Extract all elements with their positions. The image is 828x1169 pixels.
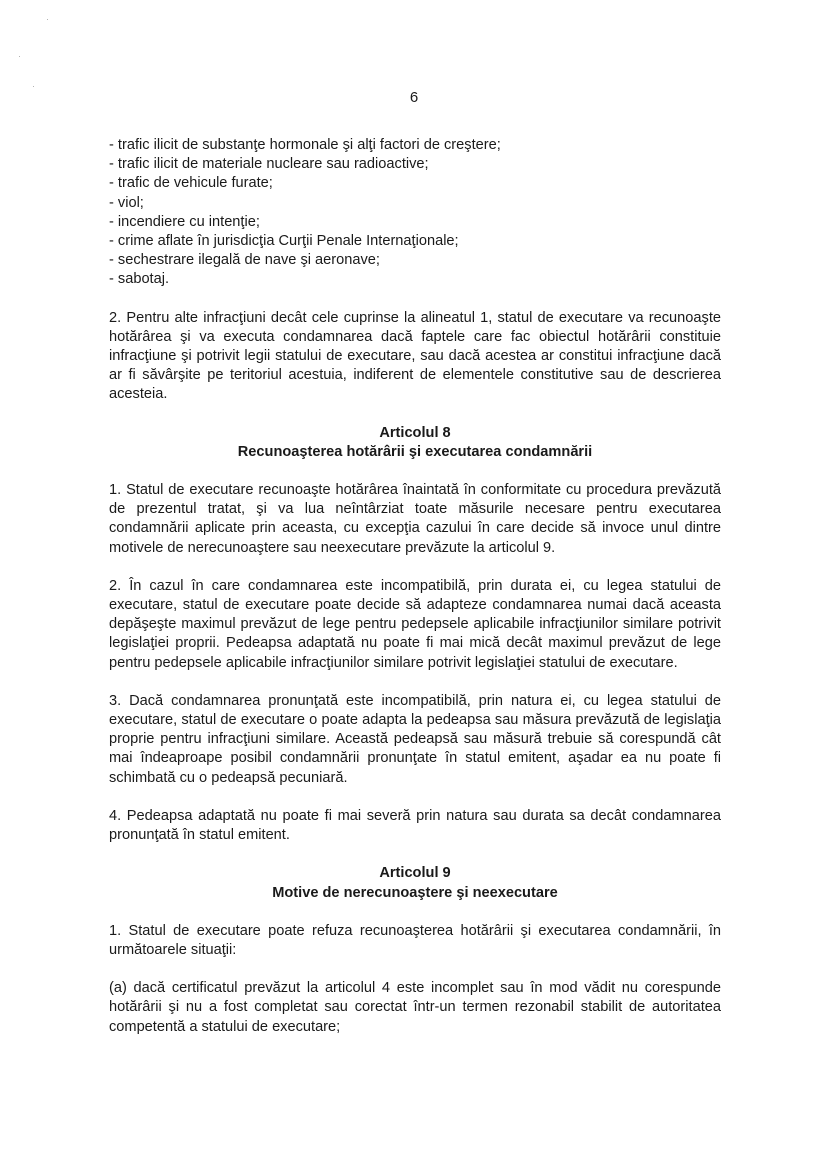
paragraph-art9-1a: (a) dacă certificatul prevăzut la articolul 4 este incomplet sau în mod vădit nu corespunde hotărârii şi nu a fost completat sau corectat într-un termen rezonabil stabilit de autoritatea competentă a statului de executare; [109,980,721,1035]
paragraph-art7-2: 2. Pentru alte infracţiuni decât cele cuprinse la alineatul 1, statul de executare va recunoaşte hotărârea şi va executa condamnarea dacă faptele care fac obiectul hotărârii constituie infracţiune şi potrivit legii statului de executare, sau dacă acestea ar constitui infracţiune dacă ar fi săvârşite pe teritoriul acestuia, indiferent de elementele constitutive sau de descrierea acesteia. [109,309,721,403]
scan-speck [19,56,20,57]
article-9-number: Articolul 9 [379,865,451,882]
paragraph-art8-1: 1. Statul de executare recunoaşte hotărârea înaintată în conformitate cu procedura prevăzută de prezentul tratat, şi va lua neîntârziat toate măsurile necesare pentru executarea condamnării aplicate prin aceasta, cu excepţia cazului în care decide să invoce unul dintre motivele de nerecunoaştere sau neexecutare prevăzute la articolul 9. [109,482,721,556]
scan-speck [47,19,48,20]
article-8-title: Recunoaşterea hotărârii şi executarea condamnării [237,443,593,460]
article-9-title: Motive de nerecunoaştere şi neexecutare [272,884,558,901]
paragraph-art8-3: 3. Dacă condamnarea pronunţată este incompatibilă, prin natura ei, cu legea statului de executare, statul de executare o poate adapta la pedeapsa sau măsura prevăzută de legislaţia proprie pentru infracţiuni similare. Această pedeapsă sau măsură trebuie să corespundă cât mai îndeaproape posibil condamnării pronunţate în statul emitent, aşadar ea nu poate fi schimbată cu o pedeapsă pecuniară. [109,692,721,786]
list-item: - sechestrare ilegală de nave şi aeronave; [109,252,380,269]
offence-list [109,136,721,290]
list-item: - trafic ilicit de materiale nucleare sau radioactive; [109,156,429,173]
list-item: - trafic ilicit de substanţe hormonale şi alţi factori de creştere; [109,137,501,153]
page-number: 6 [409,89,419,106]
list-item: - trafic de vehicule furate; [109,175,273,192]
paragraph-art8-4: 4. Pedeapsa adaptată nu poate fi mai severă prin natura sau durata sa decât condamnarea pronunţată în statul emitent. [109,807,721,844]
scan-speck [33,86,34,87]
paragraph-art8-2: 2. În cazul în care condamnarea este incompatibilă, prin durata ei, cu legea statului de executare, statul de executare poate decide să adapteze condamnarea numai dacă aceasta depăşeşte maximul prevăzut de lege pentru pedepsele aplicabile infracţiunilor similare potrivit legislaţiei proprii. Pedeapsa adaptată nu poate fi mai mică decât maximul prevăzut de lege pentru pedepsele aplicabile infracţiunilor similare potrivit legislaţiei statului de executare. [109,577,721,671]
paragraph-art9-1: 1. Statul de executare poate refuza recunoaşterea hotărârii şi executarea condamnării, în următoarele situaţii: [109,922,721,958]
list-item: - sabotaj. [109,271,170,288]
list-item: - crime aflate în jurisdicţia Curţii Penale Internaţionale; [109,233,459,250]
article-8-number: Articolul 8 [379,424,451,441]
list-item: - viol; [109,194,144,211]
list-item: - incendiere cu intenţie; [109,213,260,230]
document-body [109,136,721,1037]
